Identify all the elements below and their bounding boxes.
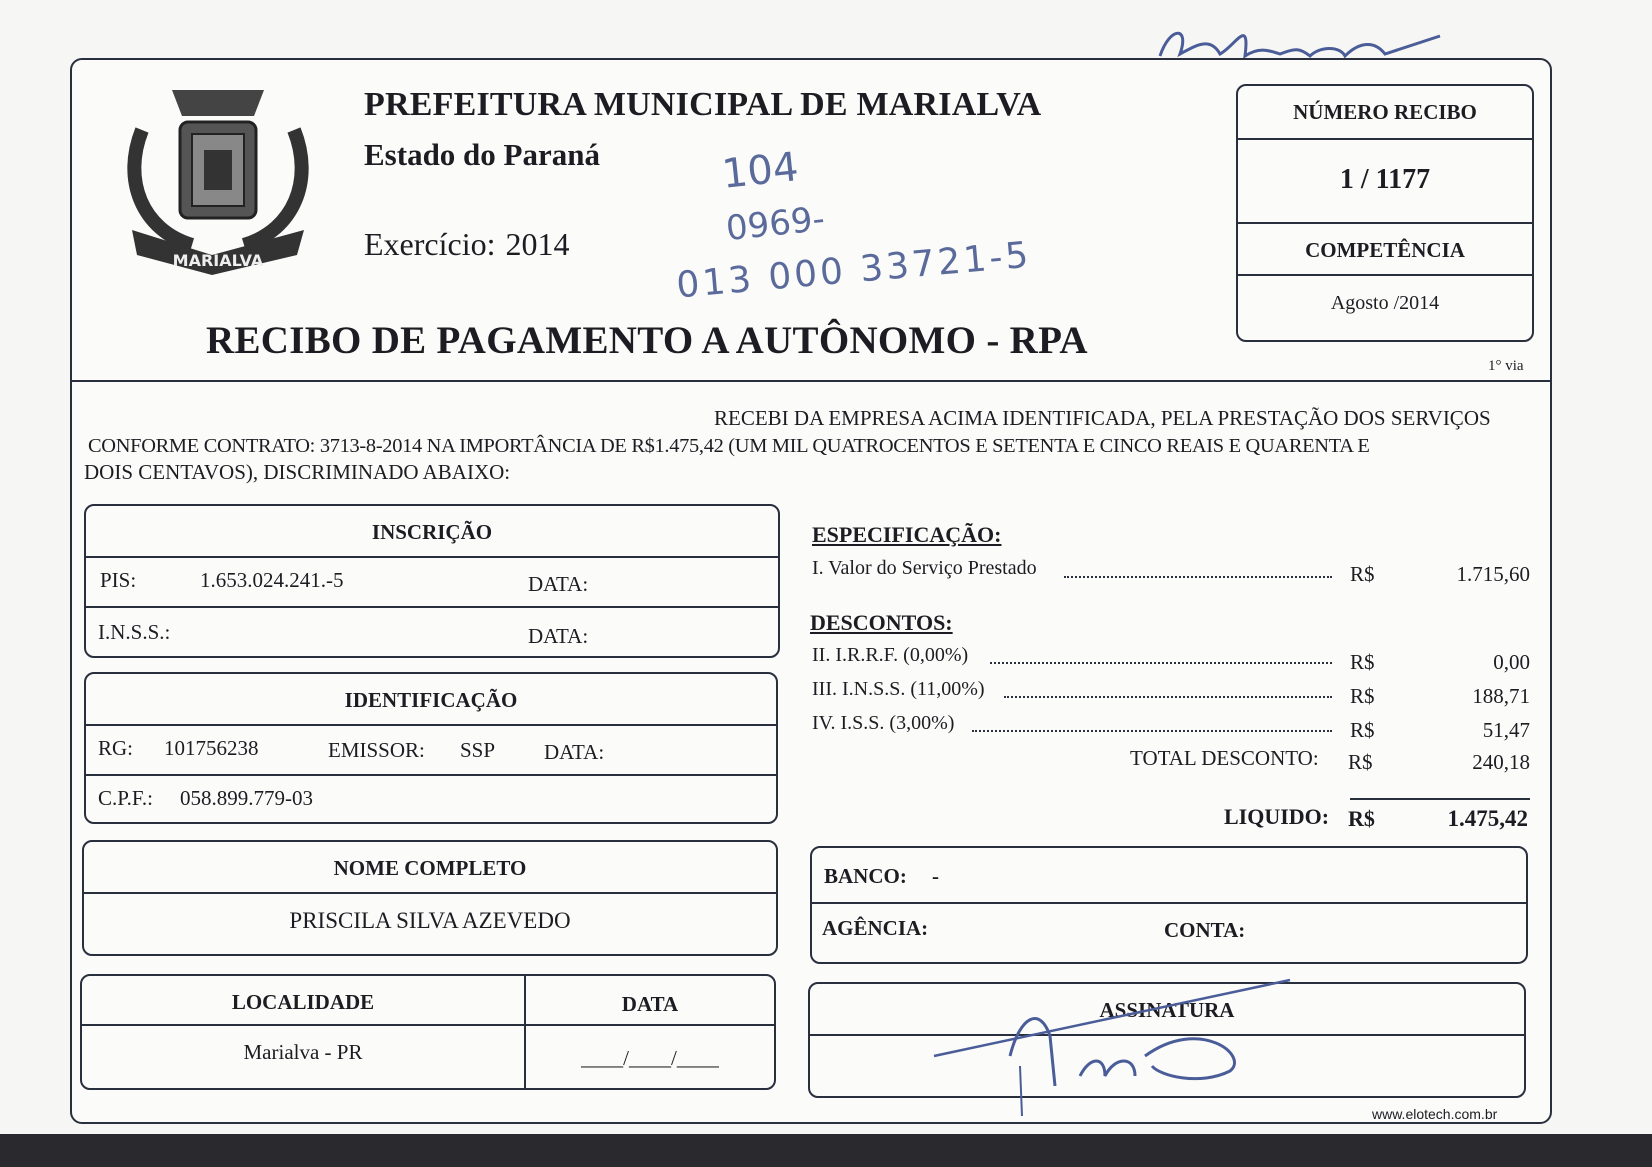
inss-data-label: DATA: xyxy=(528,624,589,648)
descontos-header: DESCONTOS: xyxy=(810,610,953,635)
inss-desconto-value: 188,71 xyxy=(1472,684,1530,708)
banco-value: - xyxy=(932,864,939,888)
servico-value: 1.715,60 xyxy=(1456,562,1530,586)
pis-label: PIS: xyxy=(100,568,137,592)
iss-value: 51,47 xyxy=(1482,718,1530,742)
via-label: 1° via xyxy=(1488,358,1524,374)
liquido-value: 1.475,42 xyxy=(1447,806,1528,831)
header-divider xyxy=(70,380,1552,382)
exercicio-label: Exercício: xyxy=(364,226,496,262)
inscricao-box xyxy=(84,504,780,658)
irrf-dots xyxy=(990,662,1332,664)
nome-completo-header: NOME COMPLETO xyxy=(333,856,527,880)
statement-line-1: RECEBI DA EMPRESA ACIMA IDENTIFICADA, PELA PRESTAÇÃO DOS SERVIÇOS xyxy=(714,406,1491,430)
identificacao-header: IDENTIFICAÇÃO xyxy=(344,688,518,712)
inss-label: I.N.S.S.: xyxy=(98,620,171,644)
servico-label: I. Valor do Serviço Prestado xyxy=(812,557,1037,579)
cpf-label: C.P.F.: xyxy=(98,786,153,810)
emissor-value: SSP xyxy=(460,738,496,762)
estado-subtitle: Estado do Paraná xyxy=(364,137,600,172)
irrf-currency: R$ xyxy=(1350,650,1375,674)
footer-url: www.elotech.com.br xyxy=(1372,1106,1498,1122)
exercicio-value: 2014 xyxy=(505,226,570,262)
banco-box xyxy=(810,846,1528,964)
municipal-crest-icon xyxy=(112,70,324,282)
localidade-header: LOCALIDADE xyxy=(231,990,375,1014)
banco-label: BANCO: xyxy=(824,864,907,888)
signature-drawing xyxy=(930,976,1310,1131)
handwritten-0969: 0969- xyxy=(724,198,827,250)
statement-line-3: DOIS CENTAVOS), DISCRIMINADO ABAIXO: xyxy=(84,460,511,484)
statement-line-2: CONFORME CONTRATO: 3713-8-2014 NA IMPORTÂNCIA DE R$1.475,42 (UM MIL QUATROCENTOS E SETENTA E CINCO REAIS E QUARENTA E xyxy=(88,435,1370,457)
localidade-data-box xyxy=(80,974,776,1090)
competencia-value: Agosto /2014 xyxy=(1330,292,1440,314)
total-desconto-label: TOTAL DESCONTO: xyxy=(1130,746,1319,770)
identificacao-box xyxy=(84,672,778,824)
liquido-currency: R$ xyxy=(1348,806,1375,831)
inss-desconto-label: III. I.N.S.S. (11,00%) xyxy=(812,678,985,700)
crest-text: MARIALVA xyxy=(172,251,264,270)
nome-completo-value: PRISCILA SILVA AZEVEDO xyxy=(289,908,571,933)
servico-currency: R$ xyxy=(1350,562,1375,586)
iss-label: IV. I.S.S. (3,00%) xyxy=(812,712,955,734)
conta-label: CONTA: xyxy=(1164,918,1246,942)
pis-data-label: DATA: xyxy=(528,572,589,596)
iss-dots xyxy=(972,730,1332,732)
data-value: ____/____/____ xyxy=(581,1046,719,1070)
irrf-value: 0,00 xyxy=(1493,650,1530,674)
identificacao-data-label: DATA: xyxy=(544,740,605,764)
iss-currency: R$ xyxy=(1350,718,1375,742)
inss-desconto-dots xyxy=(1004,696,1332,698)
numero-recibo-label: NÚMERO RECIBO xyxy=(1293,100,1477,124)
liquido-label: LIQUIDO: xyxy=(1224,804,1330,829)
handwritten-104: 104 xyxy=(719,144,801,198)
rg-label: RG: xyxy=(98,736,134,760)
especificacao-header: ESPECIFICAÇÃO: xyxy=(812,522,1002,547)
emissor-label: EMISSOR: xyxy=(328,738,425,762)
document-title: RECIBO DE PAGAMENTO A AUTÔNOMO - RPA xyxy=(206,319,1088,362)
handwritten-account: 013 000 33721-5 xyxy=(674,234,1033,307)
rg-value: 101756238 xyxy=(164,736,259,760)
total-desconto-value: 240,18 xyxy=(1472,750,1530,774)
receipt-number-box xyxy=(1236,84,1534,342)
numero-recibo-value: 1 / 1177 xyxy=(1339,164,1431,195)
competencia-label: COMPETÊNCIA xyxy=(1305,238,1465,262)
data-header: DATA xyxy=(621,992,679,1016)
prefeitura-title: PREFEITURA MUNICIPAL DE MARIALVA xyxy=(364,86,1042,123)
liquido-rule xyxy=(1350,798,1530,800)
inss-desconto-currency: R$ xyxy=(1350,684,1375,708)
agencia-label: AGÊNCIA: xyxy=(822,916,929,940)
total-desconto-currency: R$ xyxy=(1348,750,1373,774)
irrf-label: II. I.R.R.F. (0,00%) xyxy=(812,644,969,666)
nome-completo-box xyxy=(82,840,778,956)
torn-bottom-edge xyxy=(0,1134,1652,1167)
pis-value: 1.653.024.241.-5 xyxy=(200,568,344,592)
assinatura-header: ASSINATURA xyxy=(1099,998,1235,1022)
inscricao-header: INSCRIÇÃO xyxy=(371,520,493,544)
servico-dots xyxy=(1064,576,1332,578)
cpf-value: 058.899.779-03 xyxy=(180,786,313,810)
localidade-value: Marialva - PR xyxy=(243,1040,363,1064)
exercicio-line xyxy=(364,226,569,263)
